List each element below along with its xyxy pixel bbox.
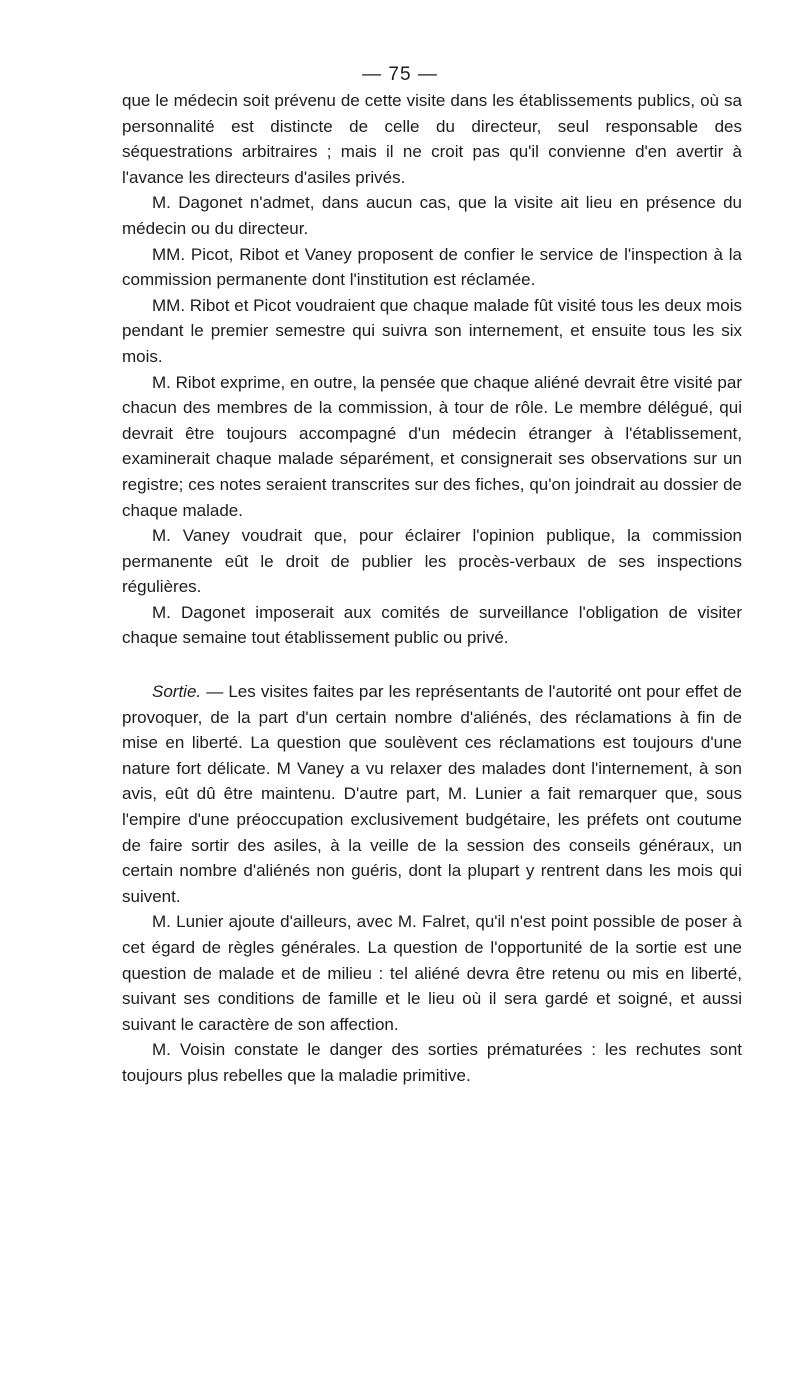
paragraph: MM. Picot, Ribot et Vaney proposent de confier le service de l'inspection à la commission permanente dont l'institution est réclamée. [122,244,742,290]
section-intro-text: — Les visites faites par les représentants de l'autorité ont pour effet de provoquer, de la part d'un certain nombre d'aliénés, des réclamations à fin de mise en liberté. La question que soulèvent ces réclamations est toujours d'une nature fort délicate. M Vaney a vu relaxer des malades dont l'internement, à son avis, eût dû être maintenu. D'autre part, M. Lunier a fait remarquer que, sous l'empire d'une préoccupation exclusivement budgétaire, les préfets ont coutume de faire sortir des asiles, à la veille de la session des conseils généraux, un certain nombre d'aliénés non guéris, dont la plupart y rentrent dans les mois qui suivent. [122,682,742,906]
paragraph: M. Ribot exprime, en outre, la pensée que chaque aliéné devrait être visité par chacun des membres de la commission, à tour de rôle. Le membre délégué, qui devrait être toujours accompagné d'un médecin étranger à l'établissement, examinerait chaque malade séparément, et consignerait ses observations sur un registre; ces notes seraient transcrites sur des fiches, qu'on joindrait au dossier de chaque malade. [122,372,742,520]
paragraph: M. Voisin constate le danger des sorties prématurées : les rechutes sont toujours plus rebelles que la maladie primitive. [122,1040,742,1085]
paragraph: M. Dagonet n'admet, dans aucun cas, que la visite ait lieu en présence du médecin ou du directeur. [122,193,742,238]
section-spacer [122,651,742,679]
paragraph: M. Lunier ajoute d'ailleurs, avec M. Falret, qu'il n'est point possible de poser à cet égard de règles générales. La question de l'opportunité de la sortie est une question de malade et de milieu : tel aliéné devra être retenu ou mis en liberté, suivant ses conditions de famille et le lieu où il sera gardé et soigné, et aussi suivant le caractère de son affection. [122,912,742,1034]
section-title-sortie: Sortie. [152,682,202,702]
paragraph: M. Dagonet imposerait aux comités de surveillance l'obligation de visiter chaque semaine tout établissement public ou privé. [122,602,742,648]
paragraph: que le médecin soit prévenu de cette visite dans les établissements publics, où sa personnalité est distincte de celle du directeur, seul responsable des séquestrations arbitraires ; mais il ne croit pas qu'il convienne d'en avertir à l'avance les directeurs d'asiles privés. [122,91,742,187]
paragraph: MM. Ribot et Picot voudraient que chaque malade fût visité tous les deux mois pendant le premier semestre qui suivra son internement, et ensuite tous les six mois. [122,295,742,366]
paragraph: M. Vaney voudrait que, pour éclairer l'opinion publique, la commission permanente eût le droit de publier les procès-verbaux de ses inspections régulières. [122,526,742,597]
section-intro-paragraph [122,679,742,909]
page-number: — 75 — [362,64,438,85]
body-text [122,88,742,1089]
